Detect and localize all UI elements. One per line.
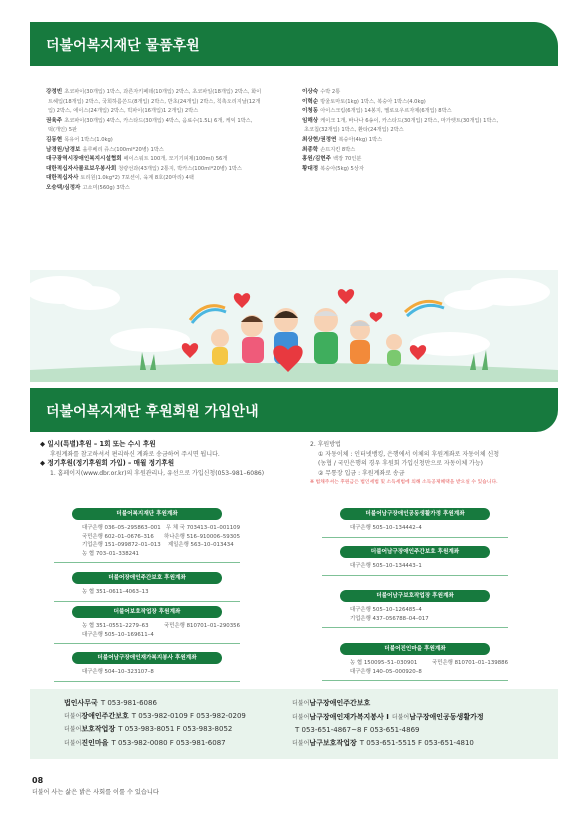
donor-items: 토리원(1.0kg*2) 7포션이, 육계 8호(20마리) 4팩 — [80, 175, 194, 182]
membership-title: 더불어복지재단 후원회원 가입안내 — [46, 404, 259, 420]
account-number: 농 협 351–0611–4063–13 — [82, 589, 149, 595]
donor-items: 떡(개인) 5판 — [48, 127, 78, 134]
account-box — [322, 546, 508, 576]
donor-items: 복숭아(5kg) 5상자 — [320, 165, 364, 172]
guide-right — [310, 440, 560, 488]
contact-row — [64, 710, 246, 724]
contact-name: 보호작업장 — [81, 725, 116, 733]
family-illustration — [30, 270, 558, 382]
account-number: 제일은행 563–10–013434 — [168, 542, 234, 549]
donor-name: 이상숙 — [302, 89, 319, 95]
account-number: 대구은행 140–05–000920–8 — [350, 668, 422, 675]
donor-row — [302, 126, 554, 136]
donor-items: 복숭아(4kg) 1박스 — [338, 136, 383, 143]
account-box — [54, 652, 240, 682]
contact-name: 남구장애인공동생활가정 — [409, 712, 484, 721]
account-number: 우 체 국 703413–01–001109 — [165, 525, 240, 531]
account-number: 대구은행 505–10–126485–4 — [350, 607, 422, 613]
account-number: 국민은행 810701–01–290356 — [164, 623, 240, 629]
contact-logo: 더불어 — [64, 726, 82, 733]
donor-items: 을루베리 쥬스(100ml*20병) 1박스 — [82, 146, 164, 153]
footer-slogan — [32, 787, 159, 796]
account-header: 더불어남구장애인주간보호 후원계좌 — [340, 546, 490, 558]
membership-banner — [30, 388, 558, 432]
donor-name: 이청동 — [302, 108, 319, 115]
contact-row — [292, 697, 484, 711]
donor-row — [46, 155, 306, 165]
guide-line: ② 무통장 입금 : 후원계좌로 송금 — [318, 469, 405, 477]
donor-items: 초코칩(32개입) 1박스, 환타(24개입) 2박스 — [304, 127, 404, 134]
contact-left — [64, 697, 246, 750]
donor-row — [46, 126, 306, 136]
account-header: 더불어보호작업장 후원계좌 — [72, 606, 222, 618]
account-header: 더불어남구보호작업장 후원계좌 — [340, 590, 490, 602]
donor-row — [302, 136, 554, 146]
donor-items: 백장 70인분 — [333, 156, 362, 163]
donor-row — [46, 98, 306, 108]
donor-row — [46, 146, 306, 156]
contact-row — [292, 711, 484, 725]
donor-items: 페이스워트 100개, 모기기피제(100ml) 56개 — [123, 156, 228, 163]
account-line — [54, 541, 240, 550]
donor-name: 남경원/남경보 — [46, 146, 81, 153]
guide-line: 후원계좌를 참고하셔서 편리하신 계좌로 송금하여 주시면 됩니다. — [50, 450, 220, 458]
account-number: 대구은행 036–05–295863–001 — [82, 525, 161, 531]
account-number: 하나은행 516–910006–59305 — [164, 533, 240, 540]
contact-logo: 더불어 — [64, 712, 82, 720]
contact-logo: 더불어 — [391, 713, 410, 721]
donor-row — [46, 117, 306, 127]
contact-row — [64, 737, 246, 751]
donor-items: 청량선과(43개입) 2통지, 박카스(100ml*20병) 1박스 — [118, 165, 242, 172]
account-line — [54, 533, 240, 542]
donor-items: 입) 2박스, 에이스(24개입) 2박스, 빅파이(16개입)1 2개입) 2박스 — [48, 108, 199, 115]
account-line — [322, 606, 508, 615]
contact-logo: 더불어 — [292, 713, 310, 721]
donor-name: 홍원/김현주 — [302, 156, 332, 163]
guide-line: 1. 홈페이지(www.dbr.or.kr)의 후원관리나, 유선으로 가입신청(053–981–6086) — [50, 469, 265, 477]
contact-right — [292, 697, 484, 750]
donor-row — [46, 184, 306, 194]
donor-row — [302, 107, 554, 117]
account-header: 더불어장애인주간보호 후원계좌 — [72, 572, 222, 584]
donor-items: 손뜨지킨 8박스 — [320, 146, 356, 153]
donor-name: 김동현 — [46, 136, 63, 143]
account-line — [322, 659, 508, 668]
donor-items: 방울토마토(1kg) 1박스, 복숭아 1박스(4.0kg) — [320, 98, 426, 105]
guide-line: ① 자동이체 : 인터넷뱅킹, 은행에서 이체의 후원계좌로 자동이체 신청 — [318, 450, 500, 458]
donor-name: 최상현/권정연 — [302, 136, 337, 143]
guide-line: 2. 후원방법 — [310, 441, 341, 448]
account-box — [322, 590, 508, 628]
account-number: 기업은행 151–099872–01–013 — [82, 542, 161, 549]
donor-name: 임해상 — [302, 117, 319, 124]
donor-row — [302, 98, 554, 108]
contact-phone: T 053-982-0109 F 053-982-0209 — [131, 711, 246, 720]
donor-row — [46, 107, 306, 117]
donor-row — [46, 88, 306, 98]
account-line — [322, 524, 508, 533]
account-line — [54, 622, 240, 631]
account-number: 대구은행 504–10–323107–8 — [82, 669, 154, 675]
account-box — [54, 572, 240, 602]
donation-banner — [30, 22, 558, 66]
account-line — [54, 668, 240, 677]
donor-items: 트헤입(18개입) 2박스, 국희하름쓴드(8개입) 2박스, 반초(24개입) 2박스, 칙촉오리지날(12개 — [48, 98, 261, 105]
account-number: 대구은행 505–10–134442–4 — [350, 525, 422, 531]
account-header: 더불어남구장애인공동생활가정 후원계좌 — [340, 508, 490, 520]
donor-row — [302, 146, 554, 156]
account-number: 대구은행 505–10–134443–1 — [350, 563, 422, 569]
donor-name: 권육주 — [46, 117, 63, 124]
account-box — [54, 508, 240, 563]
contact-row — [64, 723, 246, 737]
donor-row — [46, 136, 306, 146]
guide-left — [40, 440, 310, 478]
donor-name: 대한적십자사 — [46, 175, 79, 182]
account-number: 농 협 703–01–338241 — [82, 550, 139, 557]
donor-row — [302, 155, 554, 165]
donor-items: 초코파이(30개입) 4박스, 카스타드(30개입) 4박스, 음료수(1.5L) 6개, 케익 1박스, — [64, 117, 253, 124]
account-number: 대구은행 505–10–169611–4 — [82, 631, 154, 638]
donor-row — [302, 165, 554, 175]
guide-line: ◆ 정기후원(정기후원회 가입) – 매월 정기후원 — [40, 459, 175, 467]
contact-phone: T 053-982-0080 F 053-981-6087 — [111, 738, 226, 747]
guide-line: ◆ 일시(특별)후원 – 1회 또는 수시 후원 — [40, 440, 156, 448]
footer-logo: 더불어 — [32, 789, 50, 796]
contact-logo: 더불어 — [64, 739, 82, 747]
account-number: 국민은행 810701–01–139886 — [432, 660, 508, 666]
footer-slogan-text: 사는 삶은 밝은 사회를 이룰 수 있습니다 — [51, 789, 159, 796]
donor-name: 강정빈 — [46, 89, 63, 95]
donor-name: 대구광역시장애인복지시설협회 — [46, 156, 122, 163]
contact-name: 진인마을 — [81, 738, 109, 747]
contact-name: 장애인주간보호 — [81, 711, 129, 720]
account-box — [322, 643, 508, 681]
contact-name: 남구장애인재가복지봉사 I — [309, 712, 389, 721]
donor-row — [302, 88, 554, 98]
donor-list-left — [46, 88, 306, 194]
contact-name: 남구장애인주간보호 — [309, 699, 371, 707]
page-number: 08 — [32, 776, 44, 785]
contact-name: 남구보호작업장 — [309, 738, 357, 747]
donor-items: 수박 2통 — [320, 89, 341, 95]
account-line — [322, 615, 508, 624]
account-number: 농 협 150095–51–030901 — [350, 660, 418, 666]
contact-logo: 더불어 — [292, 739, 310, 747]
contact-phone: T 053-981-6086 — [100, 699, 157, 707]
illustration-svg — [30, 270, 558, 382]
donor-name: 황대정 — [302, 165, 319, 172]
account-number: 기업은행 437–056788–04–017 — [350, 615, 429, 622]
donor-items: 케이크 1개, 바나나 6송이, 카스타드(30개입) 2박스, 마가렛트(30개입) 1박스, — [320, 117, 499, 124]
contact-row — [64, 697, 246, 710]
account-line — [54, 524, 240, 533]
account-header: 더불어복지재단 후원계좌 — [72, 508, 222, 520]
contact-row — [292, 724, 484, 737]
donor-items: 아이스크림(6개입) 14봉지, 멜로요우르자제(6개입) 8박스 — [320, 108, 452, 115]
donor-row — [46, 165, 306, 175]
contact-phone: T 053-651-5515 F 053-651-4810 — [359, 738, 474, 747]
donor-list-right — [302, 88, 554, 174]
guide-line: ※ 법채주셔는 후원금은 법인세법 및 소득세법에 의해 소득공제혜택을 받으실 수 있습니다. — [310, 480, 498, 485]
account-header: 더불어남구장애인재가복지봉사 후원계좌 — [72, 652, 222, 664]
contact-name: 법인사무국 — [64, 699, 98, 707]
contact-phone: T 053-983-8051 F 053-983-8052 — [118, 725, 233, 733]
donor-row — [302, 117, 554, 127]
donor-name: 최종학 — [302, 146, 319, 153]
donor-name: 대한적십자사볼르보우봉사회 — [46, 165, 117, 172]
account-line — [54, 631, 240, 640]
account-line — [54, 588, 240, 597]
account-number: 농 협 351–0551–2279–63 — [82, 623, 149, 629]
donation-title: 더불어복지재단 물품후원 — [46, 38, 200, 54]
donor-row — [46, 174, 306, 184]
account-box — [322, 508, 508, 538]
account-header: 더불어진인마을 후원계좌 — [340, 643, 490, 655]
account-box — [54, 606, 240, 644]
account-line — [322, 562, 508, 571]
contact-logo: 더불어 — [292, 700, 310, 707]
contact-row — [292, 737, 484, 751]
contact-box — [30, 689, 558, 759]
contact-phone: T 053-651-4867~8 F 053-651-4869 — [295, 726, 420, 734]
account-number: 국민은행 602–01–0676–316 — [82, 533, 154, 540]
donor-items: 초코파이(30개입) 1박스, 과른자키페데(10개입) 2박스, 초코파일(18개입) 2박스, 화이 — [64, 89, 262, 95]
guide-line: (농협 / 국민은행의 경우 후원회 가입신청만으로 자동이체 가능) — [318, 460, 483, 467]
donor-name: 오승택/심정자 — [46, 184, 81, 191]
account-line — [322, 668, 508, 677]
account-line — [54, 550, 240, 559]
donor-name: 이혁순 — [302, 98, 319, 105]
donor-items: 고소미(560g) 3박스 — [82, 184, 130, 191]
donor-items: 목유어 1박스(1.0kg) — [64, 136, 113, 143]
